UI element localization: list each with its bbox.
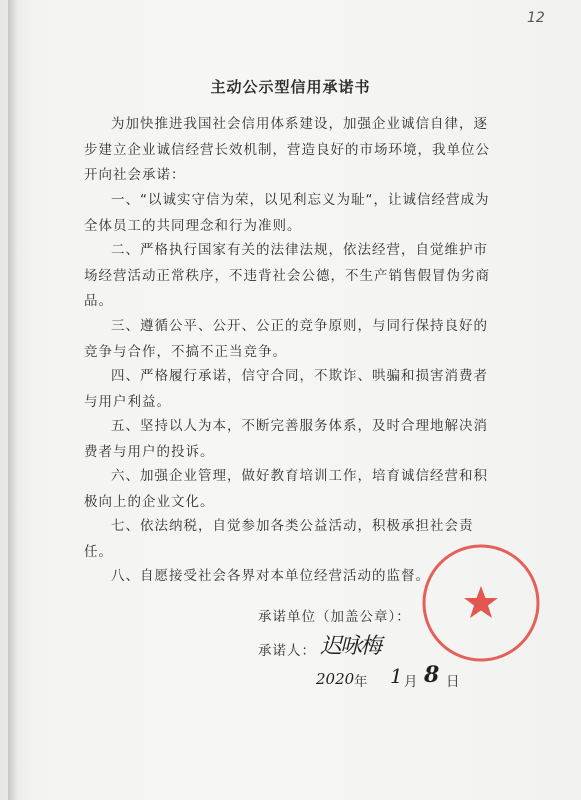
date-year: 2020 — [316, 670, 355, 688]
clause-2: 二、严格执行国家有关的法律法规，依法经营，自觉维护市场经营活动正常秩序，不违背社会公德，不生产销售假冒伪劣商品。 — [84, 242, 490, 309]
binding-fold — [8, 0, 18, 800]
date-line — [316, 664, 476, 694]
document-title: 主动公示型信用承诺书 — [210, 78, 371, 96]
date-month-suffix: 月 — [404, 674, 419, 690]
seal-star-icon — [464, 586, 498, 618]
clause-3: 三、遵循公平、公开、公正的竞争原则，与同行保持良好的竞争与合作，不搞不正当竞争。 — [84, 318, 488, 360]
clause-5: 五、坚持以人为本，不断完善服务体系，及时合理地解决消费者与用户的投诉。 — [84, 418, 488, 460]
official-seal — [420, 542, 542, 664]
clause-8: 八、自愿接受社会各界对本单位经营活动的监督。 — [111, 568, 430, 584]
clause-6: 六、加强企业管理，做好教育培训工作，培育诚信经营和积极向上的企业文化。 — [84, 468, 488, 510]
clause-1: 一、“以诚实守信为荣，以见利忘义为耻“，让诚信经营成为全体员工的共同理念和行为准则。 — [84, 192, 490, 234]
date-month: 1 — [390, 664, 403, 688]
page-number: 12 — [527, 10, 545, 26]
clause-7: 七、依法纳税，自觉参加各类公益活动，积极承担社会责任。 — [84, 518, 474, 560]
date-day-suffix: 日 — [446, 674, 461, 690]
date-year-suffix: 年 — [354, 674, 369, 690]
handwritten-signature: 迟咏梅 — [320, 634, 381, 659]
intro-paragraph: 为加快推进我国社会信用体系建设，加强企业诚信自律，逐步建立企业诚信经营长效机制，营造良好的市场环境，我单位公开向社会承诺： — [84, 116, 490, 183]
person-label: 承诺人： — [258, 643, 316, 659]
clause-4: 四、严格履行承诺，信守合同，不欺诈、哄骗和损害消费者与用户利益。 — [84, 368, 488, 410]
date-day: 8 — [424, 662, 440, 688]
unit-label: 承诺单位（加盖公章）： — [258, 609, 411, 625]
